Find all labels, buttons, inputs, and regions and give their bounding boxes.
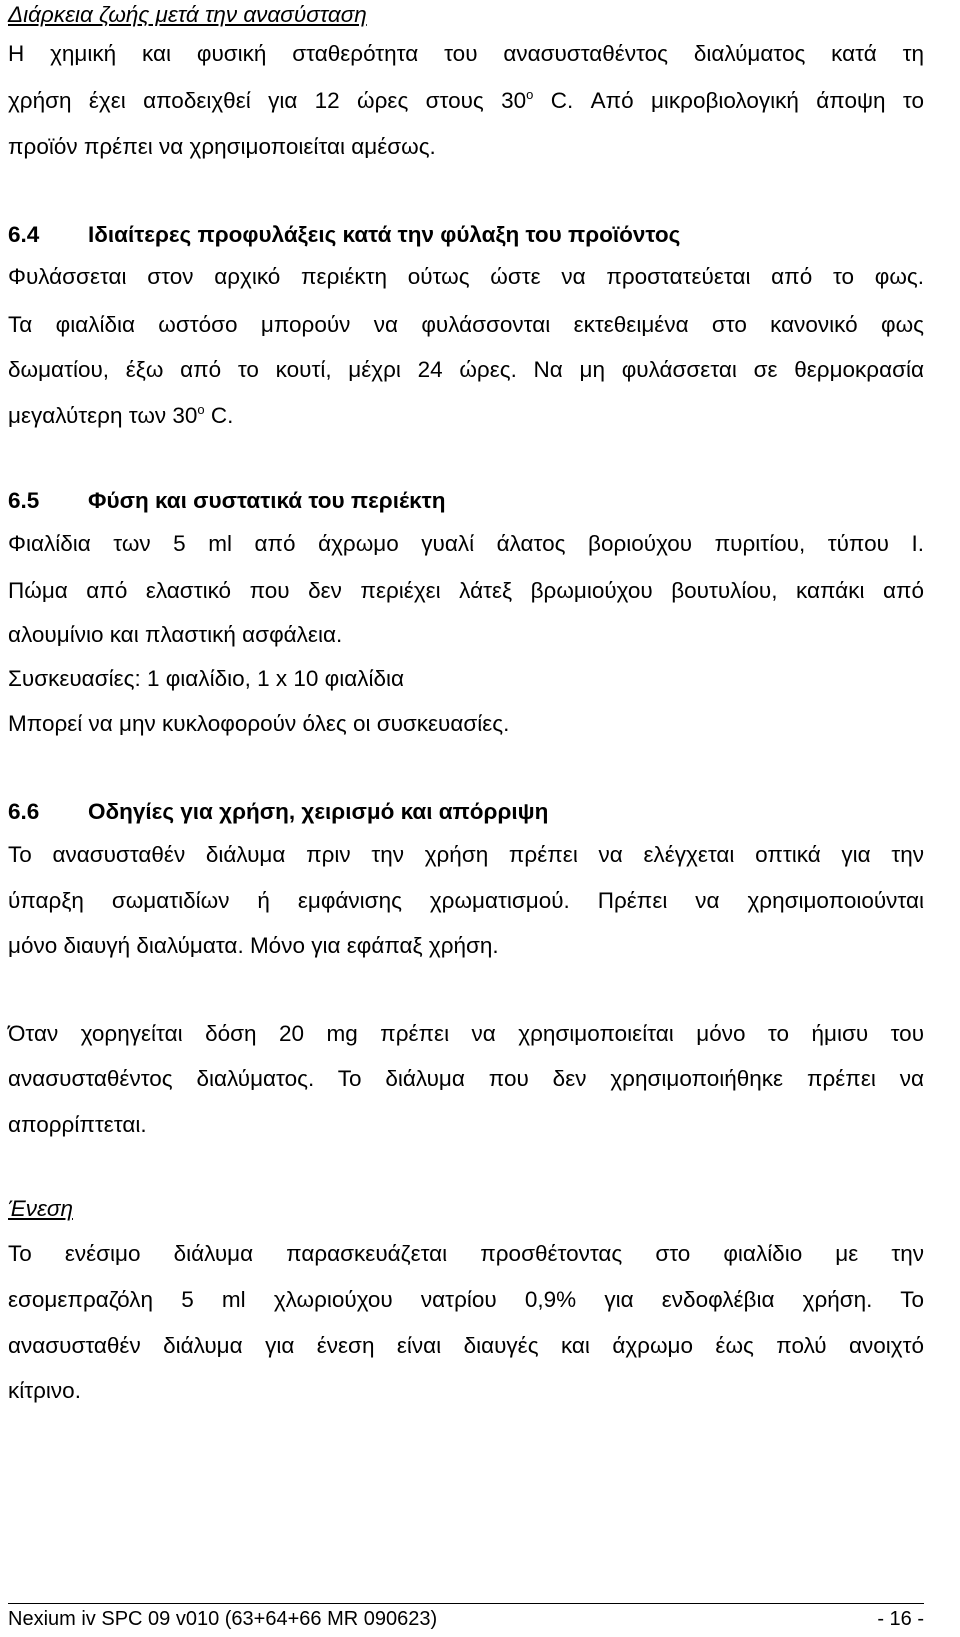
footer-document-id: Nexium iv SPC 09 v010 (63+64+66 MR 090623) [8, 1608, 438, 1630]
section-number: 6.6 [8, 799, 40, 824]
paragraph-line: Φυλάσσεται στον αρχικό περιέκτη ούτως ώστε να προστατεύεται από το φως. [8, 264, 924, 289]
paragraph-line: χρήση έχει αποδειχθεί για 12 ώρες στους $30^o$ C. Από μικροβιολογική άποψη το [8, 87, 925, 113]
paragraph-line: κίτρινο. [8, 1378, 81, 1403]
paragraph-line: ανασυσταθέν διάλυμα για ένεση είναι διαυγές και άχρωμο έως πολύ ανοιχτό [8, 1333, 924, 1358]
section-heading-6-5 [8, 486, 924, 516]
injection-heading: Ένεση [8, 1196, 73, 1221]
paragraph-line: Μπορεί να μην κυκλοφορούν όλες οι συσκευασίες. [8, 711, 510, 736]
paragraph-line: ανασυσταθέντος διαλύματος. Το διάλυμα που δεν χρησιμοποιήθηκε πρέπει να [8, 1066, 924, 1091]
paragraph-line: Το ανασυσταθέν διάλυμα πριν την χρήση πρέπει να ελέγχεται οπτικά για την [8, 842, 924, 867]
section-title: Οδηγίες για χρήση, χειρισμό και απόρριψη [88, 799, 549, 824]
paragraph-line: Φιαλίδια των 5 ml από άχρωμο γυαλί άλατος βοριούχου πυριτίου, τύπου Ι. [8, 531, 924, 556]
paragraph-line: Συσκευασίες: 1 φιαλίδιο, 1 x 10 φιαλίδια [8, 666, 405, 691]
section-number: 6.5 [8, 488, 40, 513]
shelf-life-heading: Διάρκεια ζωής μετά την ανασύσταση [8, 2, 367, 27]
paragraph-line: Όταν χορηγείται δόση 20 mg πρέπει να χρησιμοποιείται μόνο το ήμισυ του [8, 1021, 924, 1046]
paragraph-line: απορρίπτεται. [8, 1112, 147, 1137]
paragraph-line: ύπαρξη σωματιδίων ή εμφάνισης χρωματισμού. Πρέπει να χρησιμοποιούνται [8, 888, 924, 913]
section-number: 6.4 [8, 222, 40, 247]
paragraph-line: Το ενέσιμο διάλυμα παρασκευάζεται προσθέτοντας στο φιαλίδιο με την [8, 1241, 924, 1266]
footer-divider [8, 1603, 924, 1604]
section-heading-6-6 [8, 797, 924, 827]
paragraph-line: μόνο διαυγή διαλύματα. Μόνο για εφάπαξ χρήση. [8, 933, 499, 958]
paragraph-line: δωματίου, έξω από το κουτί, μέχρι 24 ώρες. Να μη φυλάσσεται σε θερμοκρασία [8, 357, 924, 382]
paragraph-line: μεγαλύτερη των $30^o$ C. [8, 402, 234, 428]
paragraph-line: προϊόν πρέπει να χρησιμοποιείται αμέσως. [8, 134, 436, 159]
paragraph-line: Τα φιαλίδια ωστόσο μπορούν να φυλάσσονται εκτεθειμένα στο κανονικό φως [8, 312, 924, 337]
paragraph-line: Πώμα από ελαστικό που δεν περιέχει λάτεξ βρωμιούχου βουτυλίου, καπάκι από [8, 578, 924, 603]
paragraph-line: αλουμίνιο και πλαστική ασφάλεια. [8, 622, 343, 647]
section-heading-6-4 [8, 220, 924, 250]
section-title: Ιδιαίτερες προφυλάξεις κατά την φύλαξη του προϊόντος [88, 222, 681, 247]
paragraph-line: εσομεπραζόλη 5 ml χλωριούχου νατρίου 0,9% για ενδοφλέβια χρήση. Το [8, 1287, 924, 1312]
paragraph-line: Η χημική και φυσική σταθερότητα του ανασυσταθέντος διαλύματος κατά τη [8, 41, 924, 66]
section-title: Φύση και συστατικά του περιέκτη [88, 488, 446, 513]
footer-page-number: - 16 - [877, 1608, 924, 1630]
